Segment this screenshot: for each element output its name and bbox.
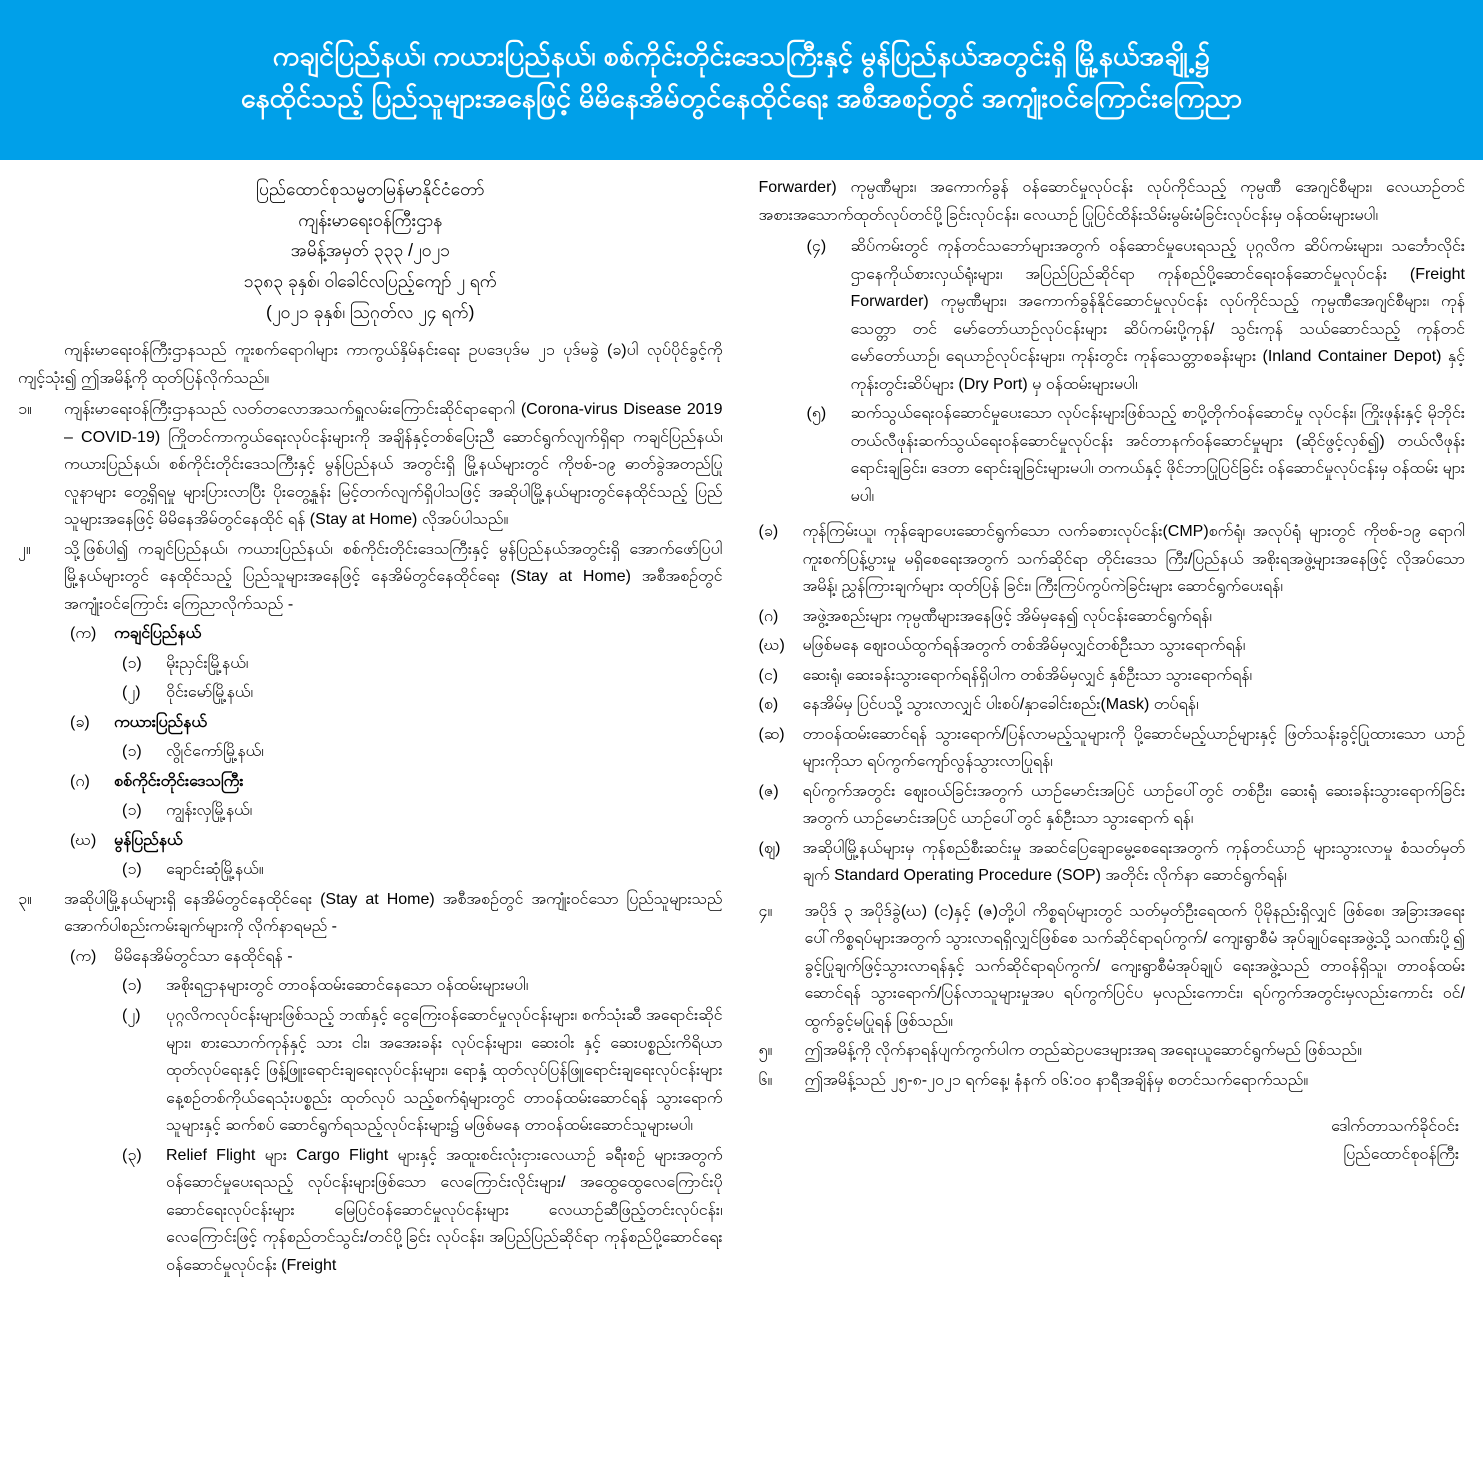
banner-line-1: ကချင်ပြည်နယ်၊ ကယား‌ပြည်နယ်၊ စစ်ကိုင်းတိုင်းဒေသကြီးနှင့် မွန်ပြည်နယ်အတွင်းရှိ မြို့နယ်အချို့၌ (272, 41, 1211, 72)
rule-a-item-text: ဆက်သွယ်ရေးဝန်ဆောင်မှုပေးသော လုပ်ငန်းများဖြစ်သည့် စာပို့တိုက်ဝန်ဆောင်မှု လုပ်ငန်း၊ ကြိုးဖုန်းနှင့် မိုဘိုင်းတယ်လီဖုန်းဆက်သွယ်ရေးဝန်ဆောင်မှုလုပ်ငန်း အင်တာနက်ဝန်ဆောင်မှုများ (ဆိုင်ဖွင့်လှစ်၍) တယ်လီဖုန်းရောင်းချခြင်း၊ ဒေတာ ရောင်းချခြင်းများမပါ၊ တကယ်နှင့် ဖိုင်ဘာပြုပြင်ခြင်း ဝန်ဆောင်မှုလုပ်ငန်းမှ ဝန်ထမ်း များမပါ၊ (850, 405, 1465, 505)
header-country: ပြည်ထောင်စုသမ္မတမြန်မာနိုင်ငံတော် (256, 179, 485, 199)
rule-marker: (ဂ) (758, 607, 779, 625)
header-order-number: အမိန့်အမှတ် ၃၃၃ /၂၀၂၁ (290, 240, 450, 261)
rule-marker: (ဇ) (758, 782, 779, 800)
rule-text: အဖွဲ့အစည်းများ ကုမ္ပဏီများအနေဖြင့် အိမ်မှနေ၍ လုပ်ငန်းဆောင်ရွက်ရန်၊ (802, 607, 1212, 625)
rule-marker: (င) (758, 666, 779, 684)
region-list (18, 620, 723, 884)
header-date-gregorian: (၂၀၂၁ ခုနှစ်၊ သြဂုတ်လ ၂၄ ရက်) (266, 301, 475, 322)
announcement-banner (0, 0, 1483, 160)
region-name: ကချင်ပြည်နယ် (114, 625, 202, 643)
continuation-text: Forwarder) ကုမ္ပဏီများ၊ အကောက်ခွန် ဝန်ဆောင်မှုလုပ်ငန်း လုပ်ကိုင်သည့် ကုမ္ပဏီ အေဂျင်စီများ၊ လေယာဉ်တင်အစားအသောက်ထုတ်လုပ်တင်ပို့ခြင်းလုပ်ငန်း၊ လေယာဉ် ပြုပြင်ထိန်းသိမ်းမွမ်းမံခြင်းလုပ်ငန်းမှ ဝန်ထမ်းများမပါ၊ (758, 179, 1465, 224)
township-item (122, 650, 723, 678)
township-name: မိုးညှင်းမြို့နယ်၊ (166, 654, 249, 672)
region-heading (70, 827, 723, 855)
paragraph-2-marker: ၂။ (18, 540, 31, 558)
rule-text: ဆေးရုံ၊ ဆေးခန်းသွားရောက်ရန်ရှိပါက တစ်အိမ်မှလျှင် နှစ်ဦးသာ သွားရောက်ရန်၊ (802, 666, 1252, 684)
township-item (122, 679, 723, 707)
paragraph-6-marker: ၆။ (758, 1071, 773, 1089)
paragraph-2-text: သို့ဖြစ်ပါ၍ ကချင်ပြည်နယ်၊ ကယားပြည်နယ်၊ စစ်ကိုင်းတိုင်းဒေသကြီးနှင့် မွန်ပြည်နယ်အတွင်းရှိ အောက်ဖော်ပြပါမြို့နယ်များတွင် နေထိုင်သည့် ပြည်သူများအနေဖြင့် နေအိမ်တွင်နေထိုင်ရေး (Stay at Home) အစီအစဉ်တွင် အကျုံးဝင်ကြောင်း ကြေညာလိုက်သည် - (64, 540, 723, 613)
rule-a-item-marker: (၅) (806, 405, 827, 423)
paragraph-4-marker: ၄။ (758, 902, 773, 920)
rule-marker: (ဈ) (758, 839, 781, 857)
region-heading (70, 620, 723, 648)
rule-a-item-marker: (၃) (122, 1146, 142, 1164)
region-name: စစ်ကိုင်းတိုင်းဒေသကြီး (114, 772, 244, 790)
rule-item (759, 691, 1466, 719)
signatory-name: ဒေါက်တာသက်ခိုင်ဝင်း (1331, 1117, 1459, 1135)
region-marker: (ဂ) (70, 772, 90, 790)
paragraph-6 (759, 1067, 1466, 1095)
region-marker: (က) (70, 625, 97, 643)
rule-text: အဆိုပါမြို့နယ်များမှ ကုန်စည်စီးဆင်းမှု အဆင်ပြေချောမွေ့စေရေးအတွက် ကုန်တင်ယာဉ် များသွားလာမှု စံသတ်မှတ်ချက် Standard Operating Procedure (SOP) အတိုင်း လိုက်နာ ဆောင်ရွက်ရန်၊ (802, 839, 1465, 885)
right-column (755, 174, 1466, 1281)
paragraph-2 (18, 536, 723, 619)
township-item (122, 856, 723, 884)
paragraph-3 (18, 886, 723, 941)
paragraph-5 (759, 1037, 1466, 1065)
rule-a-item-text: ပုဂ္ဂလိကလုပ်ငန်းများဖြစ်သည့် ဘဏ်နှင့် ငွေကြေးဝန်ဆောင်မှုလုပ်ငန်းများ၊ စက်သုံးဆီ အရောင်းဆိုင်များ၊ စားသောက်ကုန်နှင့် သား ငါး၊ အအေးခန်း လုပ်ငန်းများ၊ ဆေးဝါး နှင့် ဆေးပစ္စည်းကိရိယာ ထုတ်လုပ်ရေးနှင့် ဖြန့်ဖြူးရောင်းချရေးလုပ်ငန်းများ၊ ရောနှံ့ ထုတ်လုပ်ပြန်ဖြူရောင်းချရေးလုပ်ငန်းများ နေ့စဉ်တစ်ကိုယ်ရေသုံးပစ္စည်း ထုတ်လုပ် သည့်စက်ရုံများတွင် တာဝန်ထမ်းဆောင်ရန် သွားရောက်သူများနှင့် ဆက်စပ် ဆောင်ရွက်ရသည့်လုပ်ငန်းများ၌ မဖြစ်မနေ တာဝန်ထမ်းဆောင်သူများမပါ၊ (166, 1006, 723, 1135)
township-marker: (၁) (122, 654, 142, 672)
rule-text: တာဝန်ထမ်းဆောင်ရန် သွားရောက်/ပြန်လာမည့်သူများကို ပို့ဆောင်မည့်ယာဉ်များနှင့် ဖြတ်သန်းခွင့်ပြုထားသော ယာဉ်များကိုသာ ရပ်ကွက်ကျော်လွန်သွားလာပြုရန်၊ (802, 725, 1465, 771)
region-name: မွန်ပြည်နယ် (114, 831, 183, 849)
document-body (0, 160, 1483, 1291)
rule-a-item-text: ဆိပ်ကမ်းတွင် ကုန်တင်သဘော်များအတွက် ဝန်ဆောင်မှုပေးရသည့် ပုဂ္ဂလိက ဆိပ်ကမ်းများ၊ သင်္ဘောလိုင်းဌာနေကိုယ်စားလှယ်ရုံးများ၊ အပြည်ပြည်ဆိုင်ရာ ကုန်စည်ပို့ဆောင်ရေးဝန်ဆောင်မှုလုပ်ငန်း (Freight Forwarder) ကုမ္ပဏီများ၊ အကောက်ခွန်နိုင်ဆောင်မှုလုပ်ငန်း လုပ်ကိုင်သည့် ကုမ္ပဏီအေဂျင်စီများ၊ ကုန်သေတ္တာ တင် မော်တော်ယာဉ်လုပ်ငန်းများ ဆိပ်ကမ်းပို့ကုန်/ သွင်းကုန် သယ်ဆောင်သည့် ကုန်တင်မော်တော်ယာဉ်၊ ရေယာဉ်လုပ်ငန်းများ၊ ကုန်းတွင်း ကုန်သေတ္တာစခန်းများ (Inland Container Depot) နှင့် ကုန်းတွင်းဆိပ်များ (Dry Port) မှ ဝန်ထမ်းများမပါ၊ (850, 238, 1465, 393)
rule-a-item-marker: (၁) (122, 977, 142, 995)
paragraph-5-marker: ၅။ (758, 1042, 773, 1060)
rule-text: မဖြစ်မနေ ဈေးဝယ်ထွက်ရန်အတွက် တစ်အိမ်မှလျှင်တစ်ဦးသာ သွားရောက်ရန်၊ (802, 637, 1246, 655)
township-name: ချောင်းဆုံမြို့နယ်။ (166, 861, 264, 879)
region-group (18, 709, 723, 766)
intro-paragraph: ကျန်းမာရေးဝန်ကြီးဌာနသည် ကူးစက်ရောဂါများ ကာကွယ်နှိမ်နင်းရေး ဥပဒေပုဒ်မ ၂၁ ပုဒ်မခွဲ (ခ)ပါ လုပ်ပိုင်ခွင့်ကိုကျင့်သုံး၍ ဤအမိန့်ကို ထုတ်ပြန်လိုက်သည်။ (18, 342, 723, 387)
rule-a-item-marker: (၂) (122, 1006, 141, 1024)
region-heading (70, 709, 723, 737)
paragraph-4 (759, 898, 1466, 1036)
region-group (18, 827, 723, 884)
township-name: ကျွန်းလှမြို့နယ်၊ (166, 802, 253, 820)
signature-block (759, 1113, 1466, 1171)
rule-marker: (ခ) (758, 523, 779, 541)
rule-a-item (807, 400, 1466, 510)
region-heading (70, 768, 723, 796)
rule-a-text: မိမိနေအိမ်တွင်သာ နေထိုင်ရန် - (114, 947, 293, 965)
region-marker: (ဃ) (70, 831, 97, 849)
paragraph-6-text: ဤအမိန့်သည် ၂၅-၈-၂၀၂၁ ရက်နေ့၊ နံနက် ဝ၆:၀၀ နာရီအချိန်မှ စတင်သက်ရောက်သည်။ (804, 1071, 1309, 1089)
township-marker: (၁) (122, 743, 142, 761)
rule-marker: (ဆ) (758, 725, 785, 743)
township-name: လွိုင်ကော်မြို့နယ်၊ (166, 743, 264, 761)
signatory-title: ပြည်ထောင်စုဝန်ကြီး (1343, 1146, 1459, 1164)
township-marker: (၁) (122, 802, 142, 820)
rule-text: ရပ်ကွက်အတွင်း ဈေးဝယ်ခြင်းအတွက် ယာဉ်မောင်းအပြင် ယာဉ်ပေါ်တွင် တစ်ဦး၊ ဆေးရုံ ဆေးခန်းသွားရောက်ခြင်းအတွက် ယာဉ်မောင်းအပြင် ယာဉ်ပေါ်တွင် နှစ်ဦးသာ သွားရောက် ရန်၊ (802, 782, 1465, 828)
paragraph-1 (18, 396, 723, 534)
township-marker: (၁) (122, 861, 142, 879)
township-item (122, 738, 723, 766)
township-item (122, 797, 723, 825)
header-date-myanmar: ၁၃၈၃ ခုနှစ်၊ ဝါခေါင်လပြည့်ကျော် ၂ ရက် (243, 270, 497, 291)
banner-line-2: နေထိုင်သည့် ပြည်သူများအနေဖြင့် မိမိနေအိမ်တွင်နေထိုင်ရေး အစီအစဉ်တွင် အကျုံးဝင်ကြောင်းကြေညာ (240, 83, 1243, 113)
rule-text: ကုန်ကြမ်းယူ၊ ကုန်ချောပေးဆောင်ရွက်သော လက်ခစားလုပ်ငန်း(CMP)စက်ရုံ၊ အလုပ်ရုံ များတွင် ကိုဗစ်-၁၉ ရောဂါ ကူးစက်ပြန့်ပွားမှု မရှိစေရေးအတွက် သက်ဆိုင်ရာ တိုင်းဒေသ ကြီး/ပြည်နယ် အစိုးရအဖွဲ့များအနေဖြင့် လိုအပ်သောအမိန့်၊ ညွှန်ကြားချက်များ ထုတ်ပြန် ခြင်း၊ ကြီးကြပ်ကွပ်ကဲခြင်းများ ဆောင်ရွက်ပေးရန်၊ (802, 523, 1465, 596)
region-marker: (ခ) (70, 713, 90, 731)
rule-item (759, 662, 1466, 690)
header-ministry: ကျန်းမာရေးဝန်ကြီးဌာန (298, 209, 443, 230)
rule-a-item (122, 1002, 723, 1140)
paragraph-1-text: ကျန်းမာရေးဝန်ကြီးဌာနသည် လတ်တလောအသက်ရှူလမ်းကြောင်းဆိုင်ရာရောဂါ (Corona-virus Disease 2019 – COVID-19) ကြိုတင်ကာကွယ်ရေးလုပ်ငန်းများကို အချိန်နှင့်တစ်ပြေးညီ ဆောင်ရွက်လျက်ရှိရာ ကချင်ပြည်နယ်၊ ကယားပြည်နယ်၊ စစ်ကိုင်းတိုင်းဒေသကြီးနှင့် မွန်ပြည်နယ် အတွင်းရှိ မြို့နယ်များတွင် ကိုဗစ်-၁၉ ဓာတ်ခွဲအတည်ပြုလူနာများ တွေ့ရှိရမှု များပြားလာပြီး ပိုးတွေ့နှုန်း မြင့်တက်လျက်ရှိပါသဖြင့် အဆိုပါမြို့နယ်များတွင်နေထိုင်သည့် ပြည်သူများအနေဖြင့် မိမိနေအိမ်တွင်နေထိုင် ရန် (Stay at Home) လိုအပ်ပါသည်။ (64, 401, 723, 529)
paragraph-4-text: အပိုဒ် ၃ အပိုဒ်ခွဲ(ဃ) (င)နှင့် (ဇ)တို့ပါ ကိစ္စရပ်များတွင် သတ်မှတ်ဦးရေထက် ပိုမိုနည်းရှိလျှင် ဖြစ်စေ၊ အခြားအရေးပေါ်ကိစ္စရပ်များအတွက် သွားလာရရှိလျှင်ဖြစ်စေ သက်ဆိုင်ရာရပ်ကွက်/ ကျေးရွာစီမံ အုပ်ချုပ်ရေးအဖွဲ့သို့ သဂဏ်းပို့၍ ခွင့်ပြုချက်ဖြင့်သွားလာရန်နှင့် သက်ဆိုင်ရာရပ်ကွက်/ ကျေးရွာစီမံအုပ်ချုပ် ရေးအဖွဲ့သည် တာဝန်ရှိသူ၊ တာဝန်ထမ်းဆောင်ရန် သွားရောက်/ပြန်လာသူများမှုအပ ရပ်ကွက်ပြင်ပ မှလည်းကောင်း၊ ရပ်ကွက်အတွင်းမှလည်းကောင်း ဝင်/ထွက်ခွင့်မပြုရန် ဖြစ်သည်။ (804, 902, 1465, 1030)
rule-a (70, 943, 723, 971)
left-column (18, 174, 729, 1281)
township-marker: (၂) (122, 684, 141, 702)
rule-item (759, 721, 1466, 776)
paragraph-5-text: ဤအမိန့်ကို လိုက်နာရန်ပျက်ကွက်ပါက တည်ဆဲဥပဒေများအရ အရေးယူဆောင်ရွက်မည် ဖြစ်သည်။ (804, 1042, 1362, 1060)
rule-a-item (122, 1142, 723, 1280)
rule-marker: (ဃ) (758, 637, 785, 655)
rule-a-item (122, 972, 723, 1000)
rule-a-item-text: Relief Flight များ Cargo Flight များနှင့် အထူးစင်းလုံးငှားလေယာဉ် ခရီးစဉ် များအတွက် ဝန်ဆောင်မှုပေးရသည့် လုပ်ငန်းများဖြစ်သော လေကြောင်းလိုင်းများ/ အထွေထွေလေကြောင်းပိုဆောင်ရေးလုပ်ငန်းများ မြေပြင်ဝန်ဆောင်မှုလုပ်ငန်းများ လေယာဉ်ဆီဖြည့်တင်းလုပ်ငန်း၊ လေကြောင်းဖြင့် ကုန်စည်တင်သွင်း/တင်ပို့ခြင်း လုပ်ငန်း၊ အပြည်ပြည်ဆိုင်ရာ ကုန်စည်ပို့ဆောင်ရေးဝန်ဆောင်မှုလုပ်ငန်း (Freight (166, 1146, 723, 1274)
rule-item (759, 603, 1466, 631)
paragraph-1-marker: ၁။ (18, 401, 32, 419)
rule-item (759, 632, 1466, 660)
rule-item (759, 835, 1466, 890)
region-name: ကယားပြည်နယ် (114, 713, 207, 731)
rule-text: နေအိမ်မှ ပြင်ပသို့ သွားလာလျှင် ပါးစပ်/နှာခေါင်းစည်း(Mask) တပ်ရန်၊ (802, 696, 1199, 714)
paragraph-3-marker: ၃။ (18, 890, 32, 908)
rule-a-marker: (က) (70, 947, 97, 965)
paragraph-3-text: အဆိုပါမြို့နယ်များရှိ နေအိမ်တွင်နေထိုင်ရေး (Stay at Home) အစီအစဉ်တွင် အကျုံးဝင်သော ပြည်သူများသည် အောက်ပါစည်းကမ်းချက်များကို လိုက်နာရမည် - (64, 890, 723, 936)
township-name: ဝိုင်းမော်မြို့နယ်၊ (166, 684, 253, 702)
region-group (18, 768, 723, 825)
region-group (18, 620, 723, 707)
rule-item (759, 518, 1466, 601)
rule-a-item-marker: (၄) (806, 238, 827, 256)
rule-a-item (807, 233, 1466, 398)
rule-a-item-text: အစိုးရဌာနများတွင် တာဝန်ထမ်းဆောင်နေသော ဝန်ထမ်းများမပါ၊ (166, 977, 529, 995)
document-header (18, 174, 723, 327)
rule-marker: (စ) (758, 696, 779, 714)
rule-item (759, 778, 1466, 833)
